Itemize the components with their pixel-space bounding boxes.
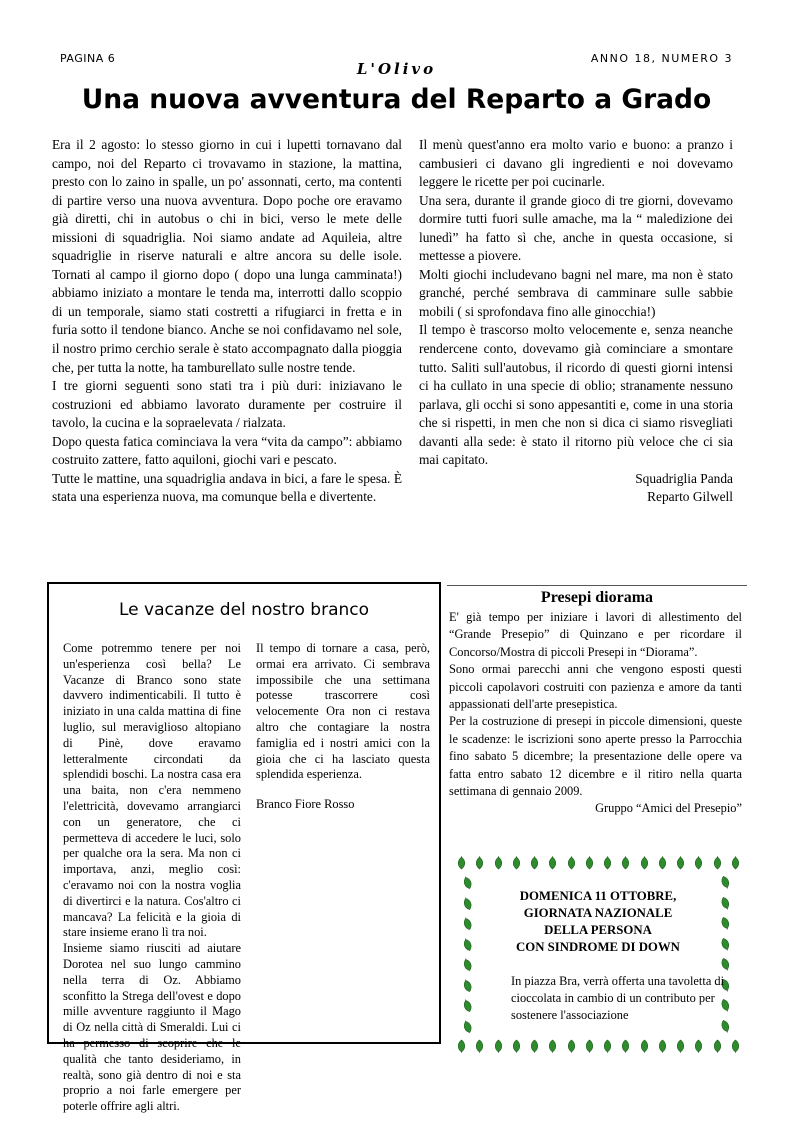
article-signature: Squadriglia Panda bbox=[635, 470, 733, 486]
section-divider bbox=[447, 585, 747, 586]
article-paragraph: Molti giochi includevano bagni nel mare, ma non è stato granché, perché sembrava di camminare sulle sabbie mobili ( si sprofondava fino alle ginocchia!) bbox=[419, 266, 733, 319]
leaf-icon bbox=[460, 875, 475, 891]
leaf-icon bbox=[493, 1040, 504, 1053]
article-paragraph: Era il 2 agosto: lo stesso giorno in cui i lupetti tornavano dal campo, noi del Reparto ci trovavamo in stazione, la mattina, presto con lo zaino in spalle, un po' assonnati, certo, ma contenti di partire verso una nuova avventura. Dopo poche ore eravamo già diretti, chi in autobus o chi in bici, verso le mete delle missioni di squadriglia. Noi siamo andate ad Aquileia, altre squadriglie in riserve naturali e altre ancora su delle isole. Tornati al campo il giorno dopo ( dopo una lunga camminata!) abbiamo iniziato a montare le tenda ma, interrotti dallo scoppio di un temporale, siamo stati costretti a rifugiarci in fretta e in furia sotto il tendone bianco. Anche se noi confidavamo nel sole, il nostro primo cerchio serale è stato accompagnato dalla pioggia che, per tutta la notte, ha tamburellato sulle nostre tende. bbox=[52, 137, 402, 375]
leaf-icon bbox=[620, 856, 631, 869]
box-column-right bbox=[256, 641, 430, 1036]
leaf-icon bbox=[511, 856, 522, 869]
presepi-signature: Gruppo “Amici del Presepio” bbox=[595, 801, 742, 816]
presepi-paragraph: E' già tempo per iniziare i lavori di allestimento del “Grande Presepio” di Quinzano e per ricordare il Concorso/Mostra di piccoli Presepi in “Diorama”. bbox=[449, 610, 742, 659]
page-number: PAGINA 6 bbox=[60, 52, 116, 65]
notice-title-line: CON SINDROME DI DOWN bbox=[516, 940, 680, 954]
presepi-title: Presepi diorama bbox=[540, 589, 654, 606]
leaf-icon bbox=[718, 895, 733, 911]
leaf-icon bbox=[529, 1040, 540, 1053]
presepi-body bbox=[449, 609, 742, 849]
leaf-icon bbox=[602, 856, 613, 869]
leaf-icon bbox=[584, 856, 595, 869]
notice-title-line: GIORNATA NAZIONALE bbox=[523, 906, 673, 920]
article-paragraph: Il menù quest'anno era molto vario e buono: a pranzo i cambusieri ci davano gli ingredienti e noi dovevamo leggere le ricette per poi cucinarle. bbox=[419, 137, 733, 190]
article-body bbox=[52, 136, 402, 507]
leaf-icon bbox=[657, 856, 668, 869]
notice-title bbox=[498, 888, 698, 956]
article-column-right bbox=[419, 136, 733, 578]
leaf-icon bbox=[460, 957, 475, 973]
leaf-icon bbox=[675, 856, 686, 869]
branco-article-box bbox=[47, 582, 441, 1114]
article-title: Una nuova avventura del Reparto a Grado bbox=[81, 84, 712, 115]
notice-text: In piazza Bra, verrà offerta una tavoletta di cioccolata in cambio di un contributo per sostenere l'associazione bbox=[511, 974, 725, 1022]
leaf-icon bbox=[712, 1040, 723, 1053]
leaf-icon bbox=[460, 998, 475, 1014]
leaf-icon bbox=[675, 1040, 686, 1053]
article-paragraph: Dopo questa fatica cominciava la vera “vita da campo”: abbiamo costruito zattere, fatto aquiloni, giochi vari e pescato. bbox=[52, 433, 402, 468]
leaf-icon bbox=[460, 916, 475, 932]
leaf-icon bbox=[460, 936, 475, 952]
leaf-icon bbox=[639, 1040, 650, 1053]
presepi-paragraph: Sono ormai parecchi anni che vengono esposti questi piccoli capolavori costruiti con pazienza e amore da tanti appassionati dell'arte presepistica. bbox=[449, 662, 742, 712]
box-column-left bbox=[63, 641, 241, 1114]
article-paragraph: Una sera, durante il grande gioco di tre giorni, dovevamo dormire tutti fuori sulle amache, ma la “ maledizione dei lunedì” ha fatto sì che, anche in questa occasione, si mettesse a piovere. bbox=[419, 192, 733, 264]
publication-name: L'Olivo bbox=[356, 60, 437, 78]
leaf-icon bbox=[620, 1040, 631, 1053]
leaf-icon bbox=[460, 1018, 475, 1034]
notice-title-line: DOMENICA 11 OTTOBRE, bbox=[519, 889, 677, 903]
article-column-left bbox=[52, 136, 402, 578]
leaf-icon bbox=[718, 936, 733, 952]
leaf-icon bbox=[602, 1040, 613, 1053]
leaf-icon bbox=[639, 856, 650, 869]
leaf-icon bbox=[511, 1040, 522, 1053]
leaf-icon bbox=[712, 856, 723, 869]
leaf-icon bbox=[693, 1040, 704, 1053]
leaf-icon bbox=[547, 1040, 558, 1053]
leaf-icon bbox=[460, 977, 475, 993]
article-signature: Reparto Gilwell bbox=[647, 489, 733, 505]
article-paragraph: Il tempo è trascorso molto velocemente e, senza neanche rendercene conto, dovevamo già cominciare a smontare tutto. Saliti sull'autobus, il ricordo di questi giorni intensi ci ha cullato in una specie di oblio; stranamente nessuno parlava, gli occhi si sono appesantiti e, come in una storia che si rispetti, in men che non si dica ci siamo risvegliati davanti alla sede: è stato il ritorno più veloce che ci sia mai capitato. bbox=[419, 322, 733, 468]
leaf-icon bbox=[566, 1040, 577, 1053]
leaf-icon bbox=[730, 856, 741, 869]
leaf-icon bbox=[529, 856, 540, 869]
leaf-icon bbox=[693, 856, 704, 869]
leaf-icon bbox=[730, 1040, 741, 1053]
article-paragraph: I tre giorni seguenti sono stati tra i più duri: iniziavano le costruzioni ed abbiamo lavorato duramente per costruire il tavolo, la cucina e la sopraelevata / rialzata. bbox=[52, 378, 402, 431]
notice-title-line: DELLA PERSONA bbox=[544, 923, 652, 937]
leaf-icon bbox=[718, 875, 733, 891]
leaf-icon bbox=[566, 856, 577, 869]
presepi-paragraph: Per la costruzione di presepi in piccole dimensioni, queste le scadenze: le iscrizioni sono aperte presso la Parrocchia fino sabato 5 dicembre; la presentazione delle opere va fatta entro sabato 12 dicembre e il ritiro nella quarta settimana di gennaio 2009. bbox=[449, 714, 742, 799]
box-signature: Branco Fiore Rosso bbox=[256, 797, 355, 812]
leaf-icon bbox=[456, 856, 467, 869]
box-paragraph: Insieme siamo riusciti ad aiutare Dorotea nel suo lungo cammino nella terra di Oz. Abbiamo sconfitto la Strega dell'ovest e dopo mille avventure raggiunto il Mago di Oz nella città di Smeraldi. Lui ci ha permesso di scoprire che le qualità che tanto desideriamo, in realtà, sono già dentro di noi e sta proprio a noi farle emergere per poterle offrire agli altri. bbox=[63, 941, 241, 1114]
leaf-icon bbox=[718, 957, 733, 973]
leaf-icon bbox=[456, 1040, 467, 1053]
box-title: Le vacanze del nostro branco bbox=[118, 600, 370, 620]
leaf-icon bbox=[657, 1040, 668, 1053]
issue-number: ANNO 18, NUMERO 3 bbox=[590, 52, 733, 65]
leaf-icon bbox=[474, 1040, 485, 1053]
leaf-icon bbox=[547, 856, 558, 869]
box-paragraph: Come potremmo tenere per noi un'esperienza così bella? Le Vacanze di Branco sono state davvero indimenticabili. Il tutto è iniziato in una calda mattina di fine luglio, sul meraviglioso altopiano di Pinè, dove eravamo letteralmente circondati da splendidi boschi. La nostra casa era una baita, non c'era nemmeno l'elettricità, dovevamo arrangiarci con un generatore, che ci permetteva di accedere le luci, solo per qualche ora la sera. Ma non ci importava, anzi, meglio così: c'eravamo noi con la nostra voglia di divertirci e la natura. Cos'altro ci mancava? La felicità e la gioia di stare insieme erano lì tra noi. bbox=[63, 641, 241, 940]
leaf-icon bbox=[584, 1040, 595, 1053]
leaf-icon bbox=[460, 895, 475, 911]
leaf-icon bbox=[718, 916, 733, 932]
box-paragraph: Il tempo di tornare a casa, però, ormai era arrivato. Ci sembrava impossibile che una settimana potesse trascorrere così velocemente Ora non ci restava altro che contagiare la nostra famiglia ed i nostri amici con la gioia che ci ha lasciato questa splendida esperienza. bbox=[256, 641, 430, 782]
leaf-icon bbox=[474, 856, 485, 869]
leaf-icon bbox=[493, 856, 504, 869]
article-paragraph: Tutte le mattine, una squadriglia andava in bici, a fare le spesa. È stata una esperienza nuova, ma comunque bella e divertente. bbox=[52, 470, 402, 505]
